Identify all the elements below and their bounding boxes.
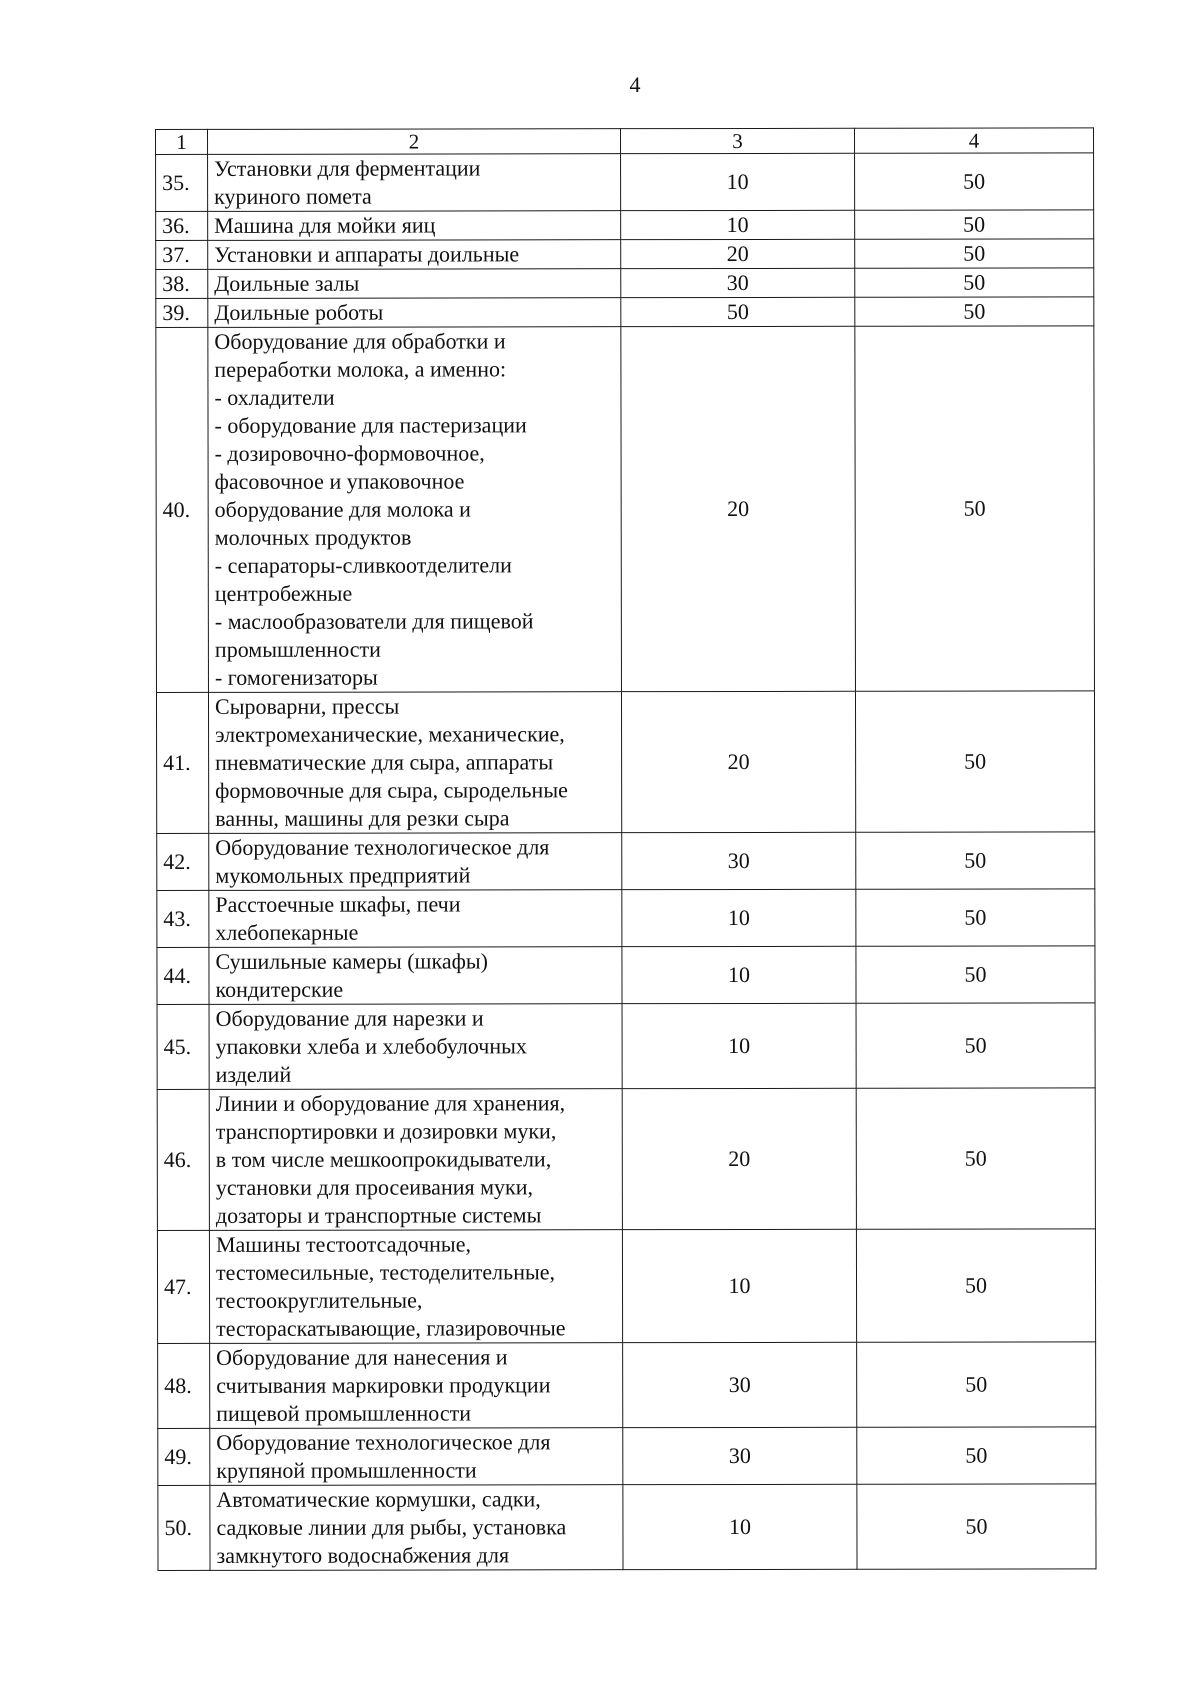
- table-body: [156, 153, 1096, 1571]
- column-3-value: 10: [622, 1003, 856, 1088]
- table-row: [157, 832, 1095, 891]
- column-4-value: 50: [857, 1342, 1096, 1427]
- equipment-name: Доильные залы: [208, 269, 621, 299]
- column-3-value: 10: [622, 889, 856, 946]
- row-number: 48.: [158, 1343, 210, 1428]
- column-4-value: 50: [856, 832, 1095, 889]
- equipment-table: [155, 127, 1097, 1571]
- row-number: 38.: [156, 269, 208, 298]
- column-4-value: 50: [855, 297, 1094, 326]
- row-number: 44.: [157, 947, 209, 1004]
- column-header: 4: [854, 128, 1093, 153]
- column-3-value: 20: [621, 239, 855, 268]
- table-row: [158, 1342, 1096, 1429]
- column-4-value: 50: [855, 210, 1094, 239]
- column-3-value: 10: [622, 946, 856, 1003]
- page-number: 4: [629, 72, 641, 97]
- table-row: [156, 326, 1095, 693]
- column-4-value: 50: [856, 889, 1095, 946]
- column-4-value: 50: [855, 239, 1094, 268]
- column-4-value: 50: [856, 1003, 1095, 1088]
- equipment-name: Оборудование для обработки и переработки молока, а именно: - охладители - оборудование для пастеризации - дозировочно-формовочное, фасовочное и упаковочное оборудование для молока и молочных продуктов - сепараторы-сливкоотделители центробежные - маслообразователи для пищевой промышленности - гомогенизаторы: [208, 327, 622, 693]
- column-3-value: 20: [621, 326, 856, 691]
- table-row: [156, 239, 1094, 270]
- column-3-value: 10: [623, 1484, 857, 1569]
- column-3-value: 30: [621, 268, 855, 297]
- table-row: [157, 1229, 1095, 1344]
- equipment-name: Установки и аппараты доильные: [208, 240, 621, 270]
- equipment-name: Оборудование для нарезки и упаковки хлеба и хлебобулочных изделий: [209, 1004, 622, 1090]
- row-number: 39.: [156, 298, 208, 327]
- equipment-name: Автоматические кормушки, садки, садковые линии для рыбы, установка замкнутого водоснабжения для: [210, 1485, 623, 1571]
- column-4-value: 50: [856, 1088, 1095, 1229]
- column-4-value: 50: [855, 691, 1094, 832]
- table-row: [157, 1088, 1095, 1231]
- equipment-name: Оборудование технологическое для мукомольных предприятий: [209, 833, 622, 891]
- row-number: 35.: [156, 154, 208, 211]
- table-row: [156, 153, 1094, 212]
- table-row: [158, 1484, 1096, 1571]
- column-3-value: 30: [623, 1342, 857, 1427]
- equipment-name: Оборудование для нанесения и считывания маркировки продукции пищевой промышленности: [210, 1343, 623, 1429]
- equipment-name: Расстоечные шкафы, печи хлебопекарные: [209, 890, 622, 948]
- column-3-value: 10: [621, 153, 855, 210]
- row-number: 41.: [156, 692, 208, 833]
- table-row: [157, 1003, 1095, 1090]
- equipment-name: Установки для ферментации куриного помета: [208, 154, 621, 212]
- column-3-value: 30: [623, 1427, 857, 1484]
- table-row: [157, 946, 1095, 1005]
- column-4-value: 50: [855, 268, 1094, 297]
- table-row: [156, 297, 1094, 328]
- equipment-name: Оборудование технологическое для крупяной промышленности: [210, 1428, 623, 1486]
- column-3-value: 20: [622, 1088, 856, 1229]
- column-3-value: 10: [621, 210, 855, 239]
- row-number: 43.: [157, 890, 209, 947]
- column-header: 2: [208, 129, 621, 155]
- row-number: 47.: [157, 1230, 209, 1343]
- column-4-value: 50: [857, 1484, 1096, 1569]
- row-number: 46.: [157, 1089, 209, 1230]
- table-header-row: [156, 128, 1094, 155]
- table-row: [157, 889, 1095, 948]
- row-number: 37.: [156, 240, 208, 269]
- table-row: [156, 268, 1094, 299]
- equipment-name: Машины тестоотсадочные, тестомесильные, тестоделительные, тестоокруглительные, тестораскатывающие, глазировочные: [209, 1230, 622, 1344]
- column-4-value: 50: [855, 326, 1095, 691]
- column-3-value: 10: [622, 1229, 856, 1342]
- column-4-value: 50: [856, 1229, 1095, 1342]
- equipment-name: Доильные роботы: [208, 298, 621, 328]
- row-number: 40.: [156, 327, 209, 692]
- column-3-value: 20: [621, 691, 855, 832]
- row-number: 42.: [157, 833, 209, 890]
- row-number: 36.: [156, 211, 208, 240]
- row-number: 45.: [157, 1004, 209, 1089]
- column-3-value: 50: [621, 297, 855, 326]
- column-4-value: 50: [857, 1427, 1096, 1484]
- equipment-name: Сушильные камеры (шкафы) кондитерские: [209, 947, 622, 1005]
- table-row: [156, 210, 1094, 241]
- column-3-value: 30: [622, 832, 856, 889]
- table-row: [158, 1427, 1096, 1486]
- row-number: 50.: [158, 1485, 210, 1570]
- equipment-name: Сыроварни, прессы электромеханические, механические, пневматические для сыра, аппараты формовочные для сыра, сыродельные ванны, машины для резки сыра: [208, 692, 621, 834]
- equipment-name: Машина для мойки яиц: [208, 211, 621, 241]
- table-row: [156, 691, 1094, 834]
- equipment-name: Линии и оборудование для хранения, транспортировки и дозировки муки, в том числе мешкоопрокидыватели, установки для просеивания муки, дозаторы и транспортные системы: [209, 1089, 622, 1231]
- column-header: 1: [156, 129, 208, 154]
- column-header: 3: [621, 128, 855, 153]
- column-4-value: 50: [856, 946, 1095, 1003]
- column-4-value: 50: [855, 153, 1094, 210]
- row-number: 49.: [158, 1428, 210, 1485]
